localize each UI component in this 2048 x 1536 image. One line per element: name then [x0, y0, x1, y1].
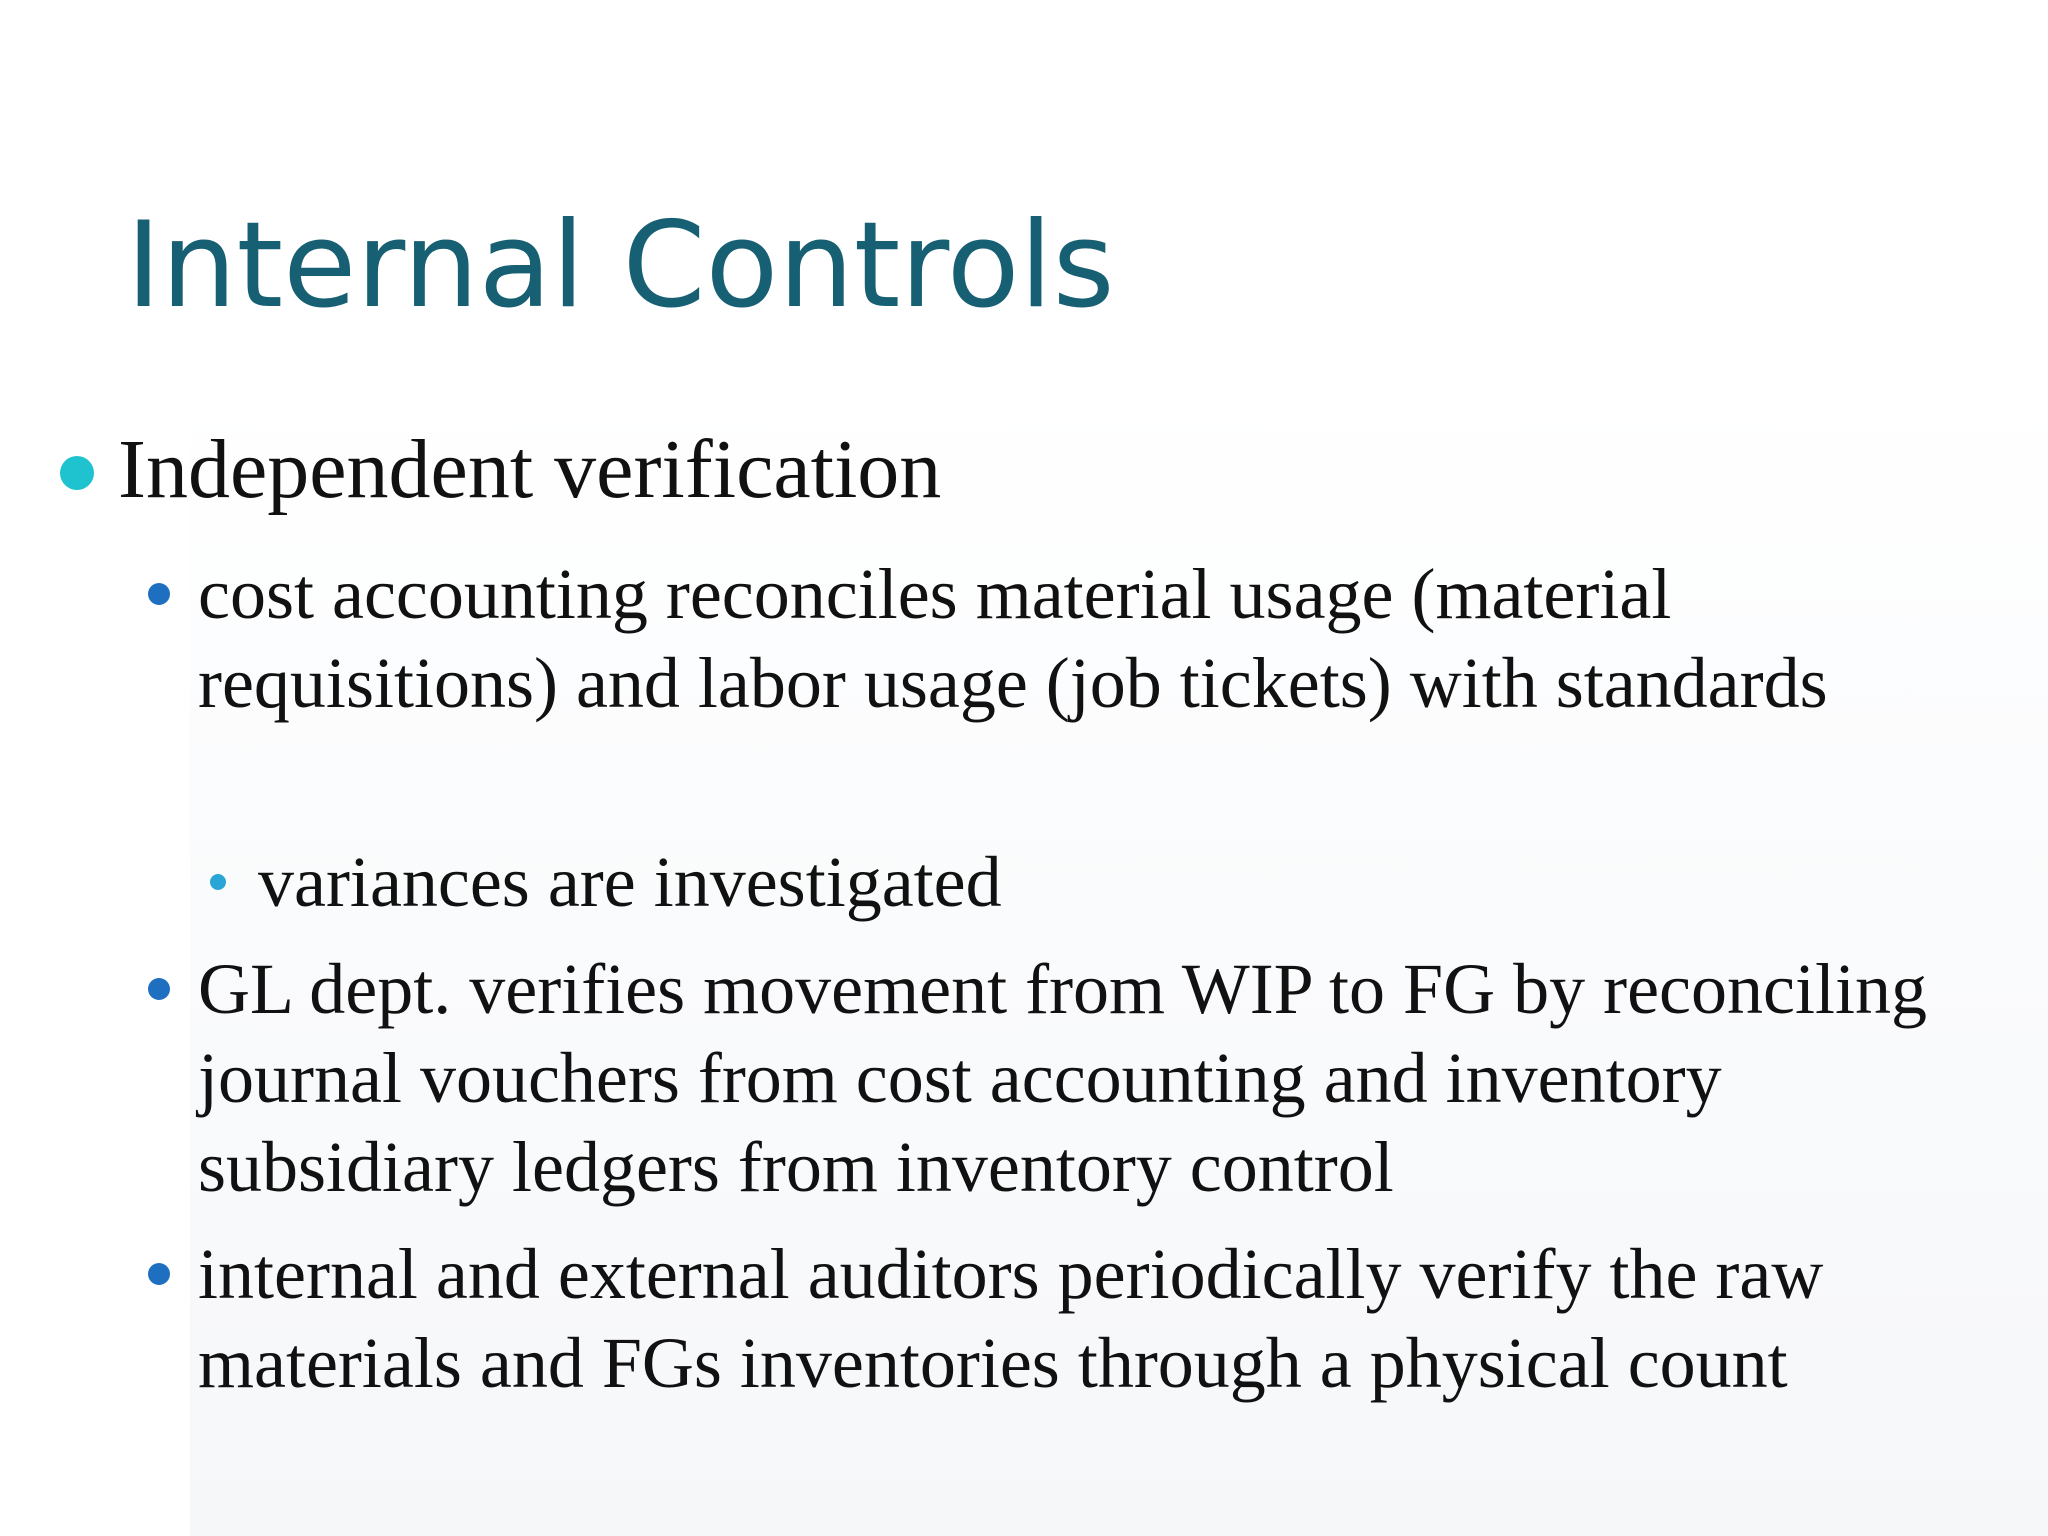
slide-title: Internal Controls	[126, 197, 1115, 335]
bullet-dot-icon	[210, 874, 226, 890]
bullet-dot-icon	[148, 978, 170, 1000]
bullet-dot-icon	[60, 456, 94, 490]
bullet-dot-icon	[148, 583, 170, 605]
bullet-variances: variances are investigated	[258, 842, 1002, 922]
bullet-cost-accounting: cost accounting reconciles material usage (material requisitions) and labor usage (job tickets) with standards	[198, 554, 1828, 723]
bullet-dot-icon	[148, 1263, 170, 1285]
bullet-independent-verification: Independent verification	[118, 423, 942, 516]
bullet-auditors: internal and external auditors periodically verify the raw materials and FGs inventories through a physical count	[198, 1234, 1824, 1403]
bullet-gl-dept: GL dept. verifies movement from WIP to FG by reconciling journal vouchers from cost accounting and inventory subsidiary ledgers from inventory control	[198, 949, 1927, 1207]
